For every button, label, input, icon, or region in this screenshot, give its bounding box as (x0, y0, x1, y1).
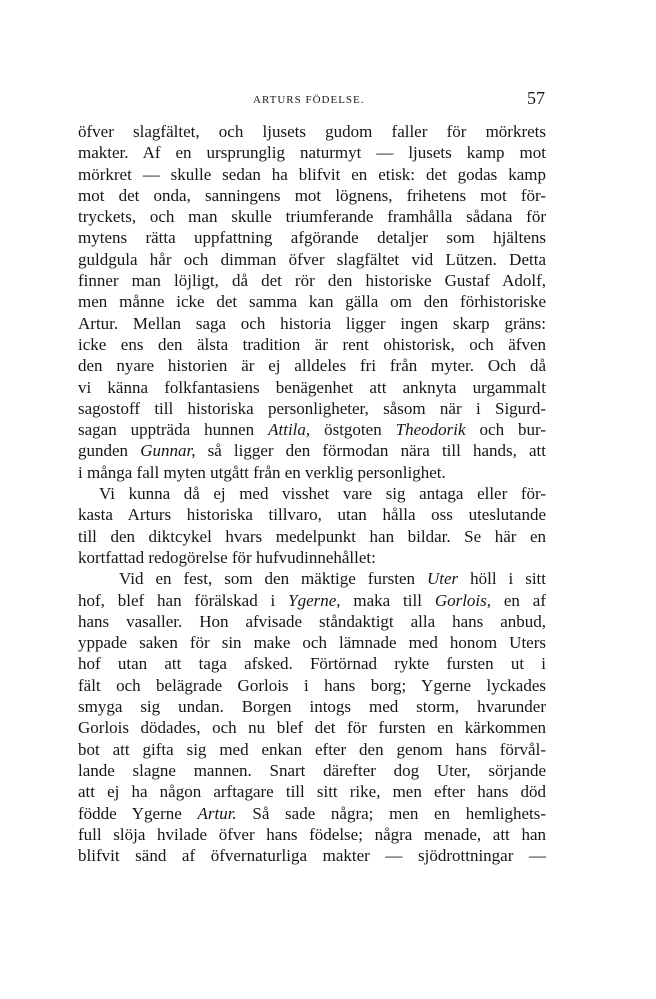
text-line: makter. Af en ursprunglig naturmyt — ljusets kamp mot (78, 143, 546, 163)
text-line: Vi kunna då ej med visshet vare sig antaga eller för- (99, 484, 546, 504)
text-line: smyga sig undan. Borgen intogs med storm, hvarunder (78, 697, 546, 717)
text-line: att ej ha någon arftagare till sitt rike, men efter hans död (78, 782, 546, 802)
text-line: sagostoff till historiska personligheter, såsom när i Sigurd- (78, 398, 546, 418)
text-line: Gorlois dödades, och nu blef det för fursten en kärkommen (78, 718, 546, 738)
text-line: mytens rätta uppfattning afgörande detaljer som hjältens (78, 228, 546, 248)
text-line: Vid en fest, som den mäktige fursten Uter höll i sitt (119, 569, 546, 589)
text-line: fält och belägrade Gorlois i hans borg; Ygerne lyckades (78, 675, 546, 695)
text-line: mot det onda, sanningens mot lögnens, frihetens mot för- (78, 185, 546, 205)
text-line: till den diktcykel hvars medelpunkt han bildar. Se här en (78, 526, 546, 546)
text-line: tryckets, och man skulle triumferande framhålla sådana för (78, 207, 546, 227)
text-line: men månne icke det samma kan gälla om den förhistoriske (78, 292, 546, 312)
text-line: lande slagne mannen. Snart därefter dog Uter, sörjande (78, 760, 546, 780)
text-line: den nyare historien är ej alldeles fri från myter. Och då (78, 356, 546, 376)
text-line: gunden Gunnar, så ligger den förmodan nära till hands, att (78, 441, 547, 461)
text-line: hans vasaller. Hon afvisade ståndaktigt alla hans anbud, (78, 611, 546, 631)
body-text (78, 121, 546, 866)
text-line: blifvit sänd af öfvernaturliga makter — sjödrottningar — (78, 846, 546, 866)
text-line: finner man löjligt, då det rör den historiske Gustaf Adolf, (78, 271, 546, 291)
text-line: sagan uppträda hunnen Attila, östgoten Theodorik och bur- (78, 420, 547, 440)
text-line: icke ens den älsta tradition är rent ohistorisk, och äfven (78, 334, 546, 354)
text-line: bot att gifta sig med enkan efter den genom hans förvål- (78, 739, 546, 759)
page-number: 57 (527, 88, 545, 108)
text-line: kasta Arturs historiska tillvaro, utan hålla oss uteslutande (78, 505, 546, 525)
text-line: vi känna folkfantasiens benägenhet att anknyta urgammalt (78, 377, 546, 397)
text-line: öfver slagfältet, och ljusets gudom faller för mörkrets (78, 122, 546, 141)
text-line: hof utan att taga afsked. Förtörnad rykte fursten ut i (78, 654, 546, 674)
text-line: kortfattad redogörelse för hufvudinnehållet: (78, 547, 376, 567)
text-line: födde Ygerne Artur. Så sade några; men en hemlighets- (78, 803, 546, 823)
text-line: i många fall myten utgått från en verklig personlighet. (78, 462, 446, 482)
text-line: hof, blef han förälskad i Ygerne, maka till Gorlois, en af (78, 590, 546, 610)
text-line: yppade saken för sin make och lämnade med honom Uters (78, 633, 546, 653)
text-line: guldgula hår och dimman öfver slagfältet vid Lützen. Detta (78, 249, 546, 269)
text-line: Artur. Mellan saga och historia ligger ingen skarp gräns: (78, 313, 546, 333)
text-line: full slöja hvilade öfver hans födelse; några menade, att han (78, 824, 546, 844)
text-line: mörkret — skulle sedan ha blifvit en etisk: det godas kamp (78, 164, 546, 184)
running-title: ARTURS FÖDELSE. (253, 94, 365, 106)
